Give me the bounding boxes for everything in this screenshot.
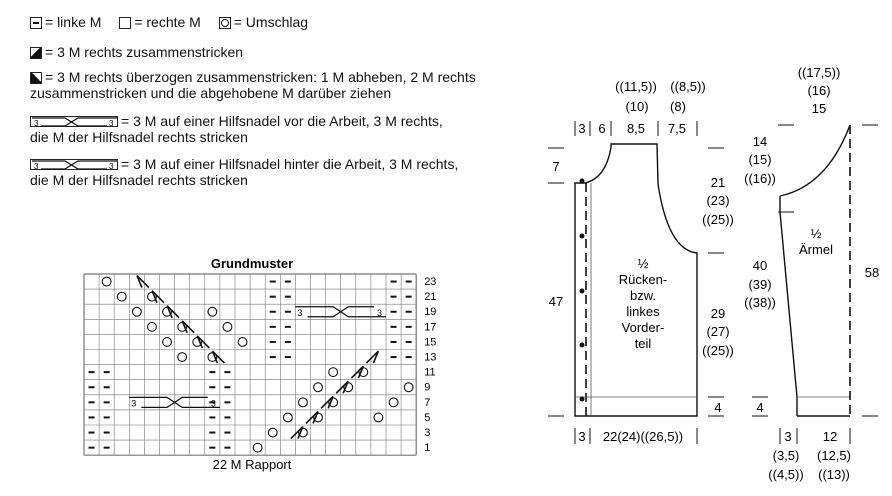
yarn-over-icon: [102, 277, 111, 286]
front-left-measure-a: 7: [552, 159, 560, 174]
yarn-over-icon: [404, 383, 413, 392]
sk2p-icon: [137, 276, 149, 288]
sleeve-left-measure-b1: 40: [752, 258, 768, 273]
yarn-over-icon: [117, 292, 126, 301]
yarn-over-icon: [178, 353, 187, 362]
cable-front-num-left: 3: [34, 119, 39, 128]
front-top-measure-c1: 3: [578, 121, 586, 136]
yarn-over-icon: [208, 307, 217, 316]
front-piece-schematic: [548, 79, 734, 444]
cable-number: 3: [377, 307, 383, 318]
sleeve-bottom-measure-a1: 3: [784, 429, 792, 444]
yarn-over-icon: [132, 307, 141, 316]
purl-legend-text: = linke M: [45, 14, 102, 30]
k3tog-icon: [366, 351, 378, 363]
row-number: 19: [424, 306, 437, 319]
yarn-over-icon: [299, 398, 308, 407]
sk2p-legend-text-2: zusammenstricken und die abgehobene M darüber ziehen: [30, 85, 392, 101]
cable-front-num-right: 3: [109, 119, 114, 128]
front-right-measure-b3: ((25)): [702, 343, 734, 358]
yarn-over-icon: [238, 338, 247, 347]
sk2p-legend-text-1: = 3 M rechts überzogen zusammenstricken: 1 M abheben, 2 M rechts: [45, 69, 476, 85]
cable-number: 3: [297, 307, 303, 318]
front-top-measure-b2: (8): [670, 99, 686, 114]
front-label-3: bzw.: [629, 288, 657, 303]
sleeve-top-measure-1: ((17,5)): [797, 65, 841, 80]
sleeve-cap-curve: [780, 125, 850, 196]
row-number: 13: [424, 351, 437, 364]
front-label-5: Vorder-: [621, 320, 665, 335]
row-number: 1: [424, 442, 431, 455]
sleeve-top-measure-2: (16): [807, 83, 831, 98]
front-top-measure-c4: 7,5: [667, 121, 687, 136]
chart-repeat-label: 22 M Rapport: [212, 457, 292, 472]
row-number: 9: [424, 381, 431, 394]
front-top-measure-a1: ((11,5)): [615, 79, 657, 94]
row-number: 23: [424, 276, 437, 288]
front-label-6: teil: [634, 336, 652, 351]
button-icon: [580, 234, 585, 239]
sleeve-side-seam: [780, 212, 797, 397]
sleeve-right-measure: 58: [864, 265, 880, 280]
sleeve-bottom-measure-b3: ((13)): [818, 467, 850, 482]
chart-title: Grundmuster: [210, 256, 294, 271]
yo-legend-text: = Umschlag: [233, 14, 309, 30]
cable-back-num-left: 3: [34, 162, 39, 171]
cable-back-legend-text-1: = 3 M auf einer Hilfsnadel hinter die Arbeit, 3 M rechts,: [121, 156, 459, 172]
yarn-over-icon: [314, 383, 323, 392]
button-icon: [580, 397, 585, 402]
chart-row-numbers: [424, 276, 436, 454]
front-right-measure-b2: (27): [706, 324, 730, 339]
row-number: 3: [424, 427, 431, 439]
knit-legend-text: = rechte M: [134, 14, 201, 30]
front-left-measure-b: 47: [548, 294, 564, 309]
yarn-over-icon: [223, 322, 232, 331]
yarn-over-icon: [374, 413, 383, 422]
button-icon: [580, 289, 585, 294]
row-number: 5: [424, 411, 431, 424]
front-bottom-measure-b: 22(24)((26,5)): [602, 429, 684, 444]
sleeve-left-measure-b2: (39): [748, 277, 772, 292]
k3tog-legend-text: = 3 M rechts zusammenstricken: [45, 44, 244, 60]
yarn-over-icon: [163, 338, 172, 347]
front-label-4: linkes: [626, 304, 660, 319]
cable-front-legend-text-2: die M der Hilfsnadel rechts stricken: [30, 129, 248, 145]
sleeve-top-measure-3: 15: [811, 101, 827, 116]
yarn-over-icon: [389, 398, 398, 407]
front-label-1: ½: [637, 256, 649, 271]
cable-number: 3: [131, 398, 137, 409]
front-right-measure-c: 4: [714, 400, 722, 415]
sleeve-bottom-measure-b2: (12,5): [817, 448, 851, 463]
button-icon: [580, 179, 585, 184]
sleeve-left-measure-a1: 14: [752, 134, 768, 149]
button-icon: [580, 343, 585, 348]
front-bottom-measure-a: 3: [578, 429, 586, 444]
front-right-measure-a1: 21: [710, 175, 726, 190]
sleeve-left-measure-a3: ((16)): [744, 171, 776, 186]
row-number: 7: [424, 396, 431, 409]
knitting-chart-grid: [84, 274, 416, 455]
row-number: 21: [424, 291, 437, 304]
yarn-over-icon: [283, 413, 292, 422]
sleeve-label-2: Ärmel: [799, 242, 833, 257]
yarn-over-icon: [329, 368, 338, 377]
sleeve-schematic: [744, 65, 879, 482]
row-number: 11: [424, 366, 436, 379]
sleeve-left-measure-a2: (15): [748, 152, 772, 167]
front-top-measure-c3: 8,5: [626, 121, 646, 136]
sleeve-bottom-measure-a2: (3,5): [772, 448, 800, 463]
front-right-measure-b1: 29: [710, 306, 726, 321]
front-label-2: Rücken-: [618, 272, 668, 287]
sleeve-left-measure-c: 4: [756, 400, 764, 415]
yarn-over-icon: [253, 443, 262, 452]
cable-back-legend-text-2: die M der Hilfsnadel rechts stricken: [30, 172, 248, 188]
sleeve-left-measure-b3: ((38)): [744, 295, 776, 310]
front-top-measure-a2: ((8,5)): [670, 79, 706, 94]
front-right-measure-a3: ((25)): [702, 212, 734, 227]
sleeve-bottom-measure-a3: ((4,5)): [768, 467, 804, 482]
cable-front-legend-text-1: = 3 M auf einer Hilfsnadel vor die Arbeit, 3 M rechts,: [121, 113, 443, 129]
front-top-measure-c2: 6: [598, 121, 606, 136]
knitting-chart-symbols: [89, 276, 414, 453]
cable-number: 3: [210, 398, 216, 409]
sleeve-label-1: ½: [810, 226, 822, 241]
cable-back-num-right: 3: [109, 162, 114, 171]
row-number: 17: [424, 321, 437, 334]
front-right-measure-a2: (23): [706, 193, 730, 208]
front-top-measure-b1: (10): [625, 99, 649, 114]
yarn-over-icon: [268, 428, 277, 437]
row-number: 15: [424, 336, 437, 349]
yarn-over-icon: [148, 322, 157, 331]
sleeve-bottom-measure-b1: 12: [822, 429, 838, 444]
